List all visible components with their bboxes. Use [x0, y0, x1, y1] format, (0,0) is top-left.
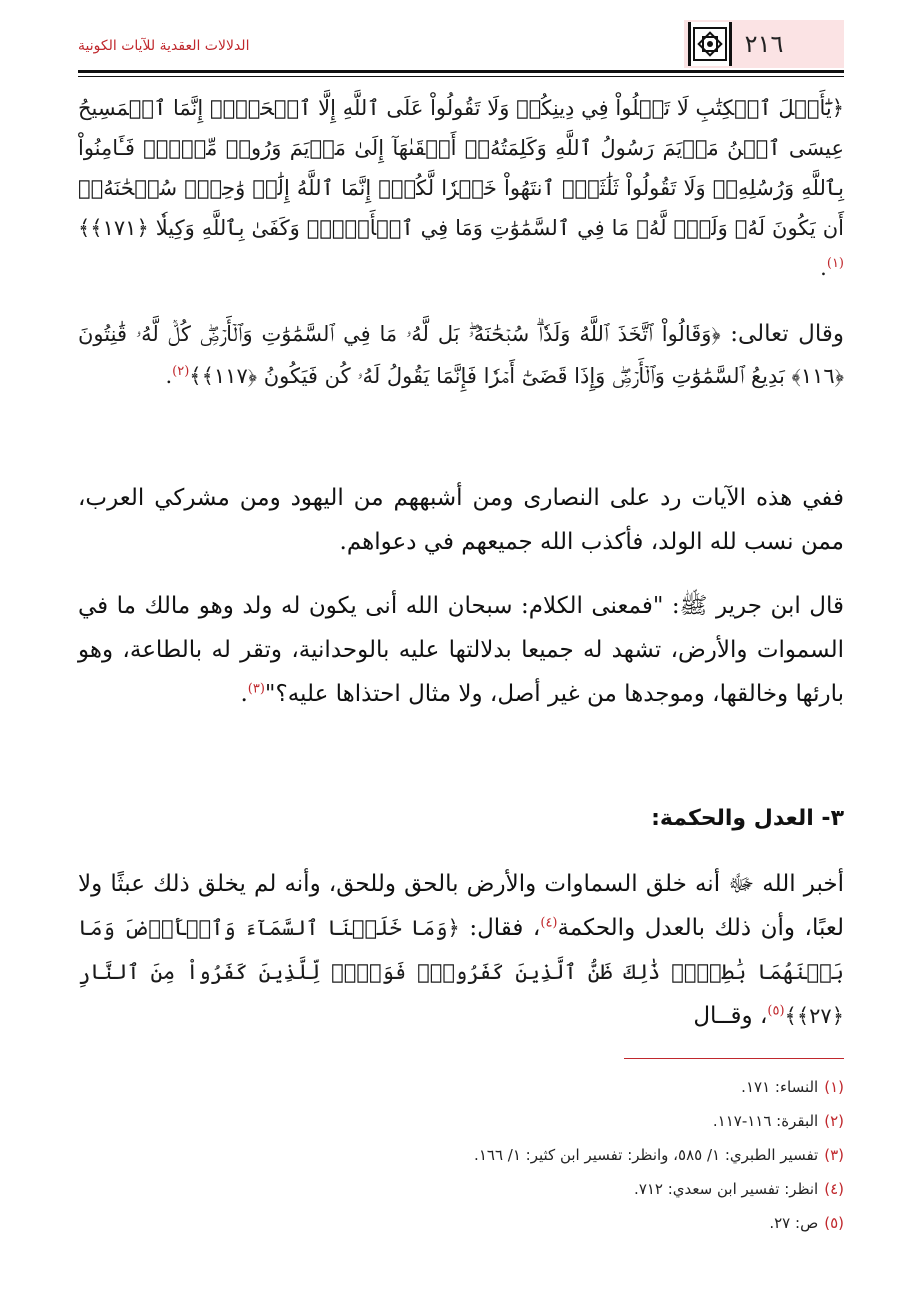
paragraph-text: قال ابن جرير ﷺ: "فمعنى الكلام: سبحان الله أنى يكون له ولد وهو مالك ما في السموات والأرض، تشهد له جميعا بدلالتها عليه بالوحدانية، وتقر له بالطاعة، وهو بارئها وخالقها، وموجدها من غير أصل، ولا مثال احتذاها عليه؟": [78, 593, 844, 707]
footnote-number: (١): [824, 1078, 844, 1096]
footnote-item: [78, 1206, 844, 1240]
footnote-ref: (٢): [172, 364, 190, 379]
footnote-number: (٣): [824, 1146, 844, 1164]
footnote-text: تفسير الطبري: ١/ ٥٨٥، وانظر: تفسير ابن كثير: ١/ ١٦٦.: [474, 1146, 819, 1164]
footnote-number: (٥): [824, 1214, 844, 1232]
section-heading-text: ٣- العدل والحكمة:: [651, 806, 844, 831]
paragraph-text: ففي هذه الآيات رد على النصارى ومن أشبههم من اليهود ومن مشركي العرب، ممن نسب لله الولد، فأكذب الله جميعهم في دعواهم.: [78, 485, 844, 555]
paragraph-text: ، وقــال: [693, 1003, 768, 1029]
page-header: [78, 20, 844, 76]
footnote-text: النساء: ١٧١.: [741, 1078, 819, 1096]
ornament-icon: [688, 22, 732, 66]
footnote-number: (٢): [824, 1112, 844, 1130]
footnote-number: (٤): [824, 1180, 844, 1198]
footnote-item: [78, 1172, 844, 1206]
quran-verse: ﴿وَقَالُواْ ٱتَّخَذَ ٱللَّهُ وَلَدٗاۗ سُبۡحَٰنَهُۥۖ بَل لَّهُۥ مَا فِي ٱلسَّمَٰوَٰتِ وَٱلۡأَرۡضِۖ كُلّٞ لَّهُۥ قَٰنِتُونَ ﴿١١٦﴾ بَدِيعُ ٱلسَّمَٰوَٰتِ وَٱلۡأَرۡضِۖ وَإِذَا قَضَىٰٓ أَمۡرٗا فَإِنَّمَا يَقُولُ لَهُۥ كُن فَيَكُونُ ﴿١١٧﴾﴾: [78, 322, 844, 388]
footnote-ref: (١): [826, 256, 844, 271]
verse-intro: وقال تعالى:: [720, 321, 844, 347]
footnote-ref: (٥): [767, 1003, 785, 1019]
paragraph-1: [78, 476, 844, 564]
paragraph-3: [78, 862, 844, 1038]
footnote-separator: [624, 1058, 844, 1059]
footnote-item: [78, 1104, 844, 1138]
paragraph-2: قال ابن جرير ﷺ: "فمعنى الكلام: سبحان الله أنى يكون له ولد وهو مالك ما في السموات والأرض، تشهد له جميعا بدلالتها عليه بالوحدانية، وتقر له بالطاعة، وهو بارئها وخالقها، وموجدها من غير أصل، ولا مثال احتذاها عليه؟"$^{(٣)}$.: [78, 593, 844, 707]
quran-verse-block-2: وقال تعالى: ﴿وَقَالُواْ ٱتَّخَذَ ٱللَّهُ وَلَدٗاۗ سُبۡحَٰنَهُۥۖ بَل لَّهُۥ مَا فِي ٱلسَّمَٰوَٰتِ وَٱلۡأَرۡضِۖ كُلّٞ لَّهُۥ قَٰنِتُونَ ﴿١١٦﴾ بَدِيعُ ٱلسَّمَٰوَٰتِ وَٱلۡأَرۡضِۖ وَإِذَا قَضَىٰٓ أَمۡرٗا فَإِنَّمَا يَقُولُ لَهُۥ كُن فَيَكُونُ ﴿١١٧﴾﴾$^{(٢)}$.: [78, 321, 844, 388]
quran-verse-block-1: ﴿يَٰٓأَهۡلَ ٱلۡكِتَٰبِ لَا تَغۡلُواْ فِي دِينِكُمۡ وَلَا تَقُولُواْ عَلَى ٱللَّهِ إِلَّا ٱلۡحَقَّۚ إِنَّمَا ٱلۡمَسِيحُ عِيسَى ٱبۡنُ مَرۡيَمَ رَسُولُ ٱللَّهِ وَكَلِمَتُهُۥٓ أَلۡقَىٰهَآ إِلَىٰ مَرۡيَمَ وَرُوحٞ مِّنۡهُۖ فَـَٔامِنُواْ بِٱللَّهِ وَرُسُلِهِۦۖ وَلَا تَقُولُواْ ثَلَٰثَةٌۚ ٱنتَهُواْ خَيۡرٗا لَّكُمۡۚ إِنَّمَا ٱللَّهُ إِلَٰهٞ وَٰحِدٞۖ سُبۡحَٰنَهُۥٓ أَن يَكُونَ لَهُۥ وَلَدٞۘ لَّهُۥ مَا فِي ٱلسَّمَٰوَٰتِ وَمَا فِي ٱلۡأَرۡضِۗ وَكَفَىٰ بِٱللَّهِ وَكِيلٗا ﴿١٧١﴾﴾$^{(١)}$.: [78, 96, 844, 280]
paragraph-text: ، فقال:: [459, 915, 541, 941]
footnote-item: [78, 1138, 844, 1172]
paragraph-text: أخبر الله ﷻ أنه خلق السماوات والأرض بالحق وللحق، وأنه لم يخلق ذلك عبثًا ولا لعبًا، وأن ذلك بالعدل والحكمة: [78, 871, 844, 941]
header-rule: [78, 70, 844, 73]
footnote-ref: (٤): [540, 915, 558, 931]
section-heading: [78, 806, 844, 831]
footnote-text: البقرة: ١١٦-١١٧.: [712, 1112, 819, 1130]
running-head: الدلالات العقدية للآيات الكونية: [78, 38, 250, 54]
footnote-ref: (٣): [247, 681, 265, 697]
footnotes: [78, 1070, 844, 1240]
header-rule-thin: [78, 76, 844, 77]
footnote-text: ص: ٢٧.: [769, 1214, 819, 1232]
quran-verse: ﴿وَمَا خَلَقۡنَا ٱلسَّمَآءَ وَٱلۡأَرۡضَ وَمَا بَيۡنَهُمَا بَٰطِلٗاۚ ذَٰلِكَ ظَنُّ ٱلَّذِينَ كَفَرُواْۚ فَوَيۡلٞ لِّلَّذِينَ كَفَرُواْ مِنَ ٱلنَّارِ ﴿٢٧﴾﴾: [78, 916, 844, 1028]
page-number: ٢١٦: [744, 30, 784, 58]
footnote-text: انظر: تفسير ابن سعدي: ٧١٢.: [634, 1180, 819, 1198]
footnote-item: [78, 1070, 844, 1104]
quran-verse: ﴿يَٰٓأَهۡلَ ٱلۡكِتَٰبِ لَا تَغۡلُواْ فِي دِينِكُمۡ وَلَا تَقُولُواْ عَلَى ٱللَّهِ إِلَّا ٱلۡحَقَّۚ إِنَّمَا ٱلۡمَسِيحُ عِيسَى ٱبۡنُ مَرۡيَمَ رَسُولُ ٱللَّهِ وَكَلِمَتُهُۥٓ أَلۡقَىٰهَآ إِلَىٰ مَرۡيَمَ وَرُوحٞ مِّنۡهُۖ فَـَٔامِنُواْ بِٱللَّهِ وَرُسُلِهِۦۖ وَلَا تَقُولُواْ ثَلَٰثَةٌۚ ٱنتَهُواْ خَيۡرٗا لَّكُمۡۚ إِنَّمَا ٱللَّهُ إِلَٰهٞ وَٰحِدٞۖ سُبۡحَٰنَهُۥٓ أَن يَكُونَ لَهُۥ وَلَدٞۘ لَّهُۥ مَا فِي ٱلسَّمَٰوَٰتِ وَمَا فِي ٱلۡأَرۡضِۗ وَكَفَىٰ بِٱللَّهِ وَكِيلٗا ﴿١٧١﴾﴾: [78, 96, 844, 240]
